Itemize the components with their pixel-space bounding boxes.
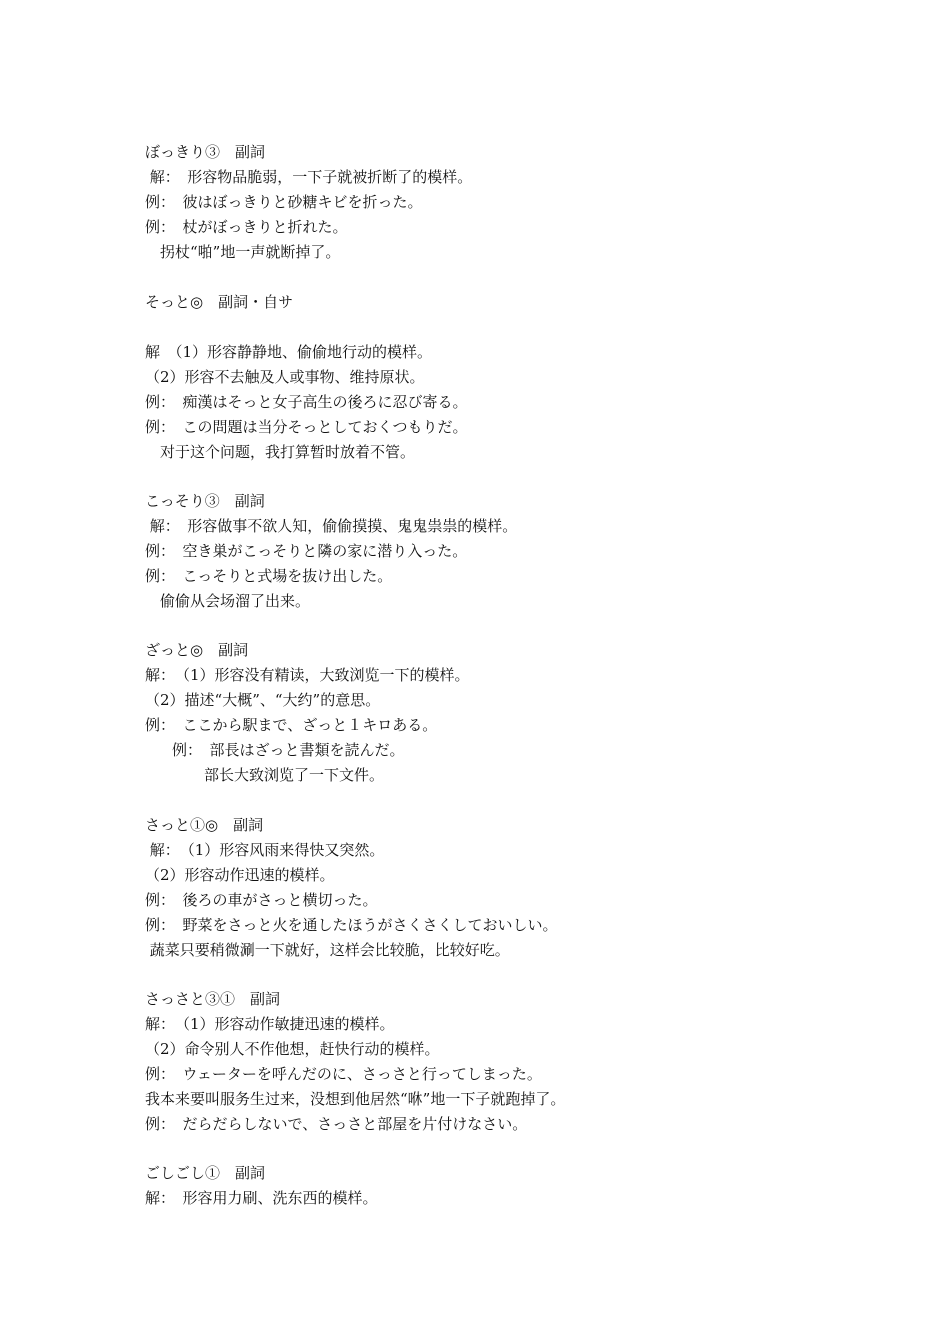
example-line: 例： 野菜をさっと火を通したほうがさくさくしておいしい。 xyxy=(145,916,558,934)
translation-line: 我本来要叫服务生过来，没想到他居然“咻”地一下子就跑掉了。 xyxy=(145,1090,566,1108)
definition-line: 解： （1）形容没有精读，大致浏览一下的模样。 xyxy=(145,666,470,684)
entry-heading-satto: さっと①◎ 副詞 xyxy=(145,816,264,834)
example-line: 例： 部長はざっと書類を読んだ。 xyxy=(172,741,405,759)
example-line: 例： 杖がぼっきりと折れた。 xyxy=(145,218,348,236)
entry-heading-bokkiri: ぼっきり③ 副詞 xyxy=(145,143,266,161)
example-line: 例： 空き巣がこっそりと隣の家に潜り入った。 xyxy=(145,542,468,560)
definition-line: 解： 形容用力刷、洗东西的模样。 xyxy=(145,1189,378,1207)
definition-line: （2）形容动作迅速的模样。 xyxy=(145,866,335,884)
example-line: 例： ウェーターを呼んだのに、さっさと行ってしまった。 xyxy=(145,1065,542,1083)
entry-heading-goshigoshi: ごしごし① 副詞 xyxy=(145,1164,266,1182)
definition-line: （2）命令别人不作他想，赶快行动的模样。 xyxy=(145,1040,440,1058)
definition-line: （2）形容不去触及人或事物、维持原状。 xyxy=(145,368,425,386)
definition-line: 解： 形容做事不欲人知，偷偷摸摸、鬼鬼祟祟的模样。 xyxy=(145,517,518,535)
entry-heading-sotto: そっと◎ 副詞・自サ xyxy=(145,293,294,311)
definition-line: 解： （1）形容风雨来得快又突然。 xyxy=(145,841,385,859)
example-line: 例： 彼はぼっきりと砂糖キビを折った。 xyxy=(145,193,423,211)
example-line: 例： この問題は当分そっとしておくつもりだ。 xyxy=(145,418,468,436)
example-line: 例： ここから駅まで、ざっと１キロある。 xyxy=(145,716,438,734)
translation-line: 蔬菜只要稍微涮一下就好，这样会比较脆，比较好吃。 xyxy=(145,941,510,959)
translation-line: 偷偷从会场溜了出来。 xyxy=(145,592,311,610)
translation-line: 拐杖“啪”地一声就断掉了。 xyxy=(145,243,341,261)
translation-line: 部长大致浏览了一下文件。 xyxy=(204,766,385,784)
definition-line: 解： （1）形容动作敏捷迅速的模样。 xyxy=(145,1015,395,1033)
example-line: 例： こっそりと式場を抜け出した。 xyxy=(145,567,393,585)
example-line: 例： 痴漢はそっと女子高生の後ろに忍び寄る。 xyxy=(145,393,468,411)
entry-heading-sassato: さっさと③① 副詞 xyxy=(145,990,281,1008)
definition-line: 解 （1）形容静静地、偷偷地行动的模样。 xyxy=(145,343,433,361)
entry-heading-zatto: ざっと◎ 副詞 xyxy=(145,641,249,659)
example-line: 例： 後ろの車がさっと横切った。 xyxy=(145,891,378,909)
translation-line: 对于这个问题，我打算暂时放着不管。 xyxy=(145,443,416,461)
definition-line: 解： 形容物品脆弱，一下子就被折断了的模样。 xyxy=(145,168,473,186)
entry-heading-kossori: こっそり③ 副詞 xyxy=(145,492,265,510)
example-line: 例： だらだらしないで、さっさと部屋を片付けなさい。 xyxy=(145,1115,528,1133)
definition-line: （2）描述“大概”、“大约”的意思。 xyxy=(145,691,381,709)
